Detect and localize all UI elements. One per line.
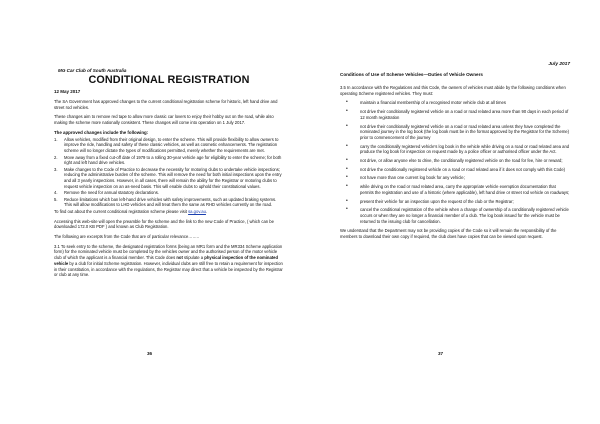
bullet-icon: • (346, 174, 348, 181)
condition-item: • not drive the conditionally registered vehicle on a road or road related area if it does not comply with this Code) (346, 165, 566, 172)
condition-item: • while driving on the road or road related area, carry the appropriate vehicle exemption documentation that permits the registration and use of a historic (where applicable), left hand drive or street rod vehicle on roadways; (346, 183, 570, 195)
conditions-heading: Conditions of Use of Scheme Vehicles—Duties of Vehicle Owners (340, 72, 483, 77)
clause-3-1: 3.1 To seek entry to the scheme, the designated registration forms (being an MR1 form and the MR334 Scheme application form) for the nominated vehicle must be completed by the vehicles owner and the authorised person of the motor vehicle club of which the applicant is a financial member. This Code does not stipulate a physical inspection of the nominated vehicle by a club for initial Scheme registration. However, individual clubs are still free to retain a requirement for inspection in their constitution, in accordance with the regulations, the Registrar may direct that a vehicle be inspected by the Registrar or club at any time. (54, 243, 283, 278)
change-item: 2. Move away from a fixed cut-off date of 1979 to a rolling 30-year vehicle age for eligibility to enter the scheme; for both right and left hand drive vehicles. (54, 154, 282, 166)
page-number-left: 36 (147, 351, 153, 356)
change-item: 5. Reduce limitations which ban left-hand drive vehicles with safety improvements, such as updated braking systems. This will allow modifications to LHD vehicles and will treat them the same as RHD vehicles currently on the road. (54, 196, 277, 208)
conditions-list (340, 100, 570, 224)
bullet-icon: • (346, 206, 348, 213)
bullet-icon: • (346, 165, 348, 172)
bullet-icon: • (346, 108, 348, 115)
page-title: CONDITIONAL REGISTRATION (88, 74, 250, 86)
condition-item: • cancel the conditional registration of the vehicle when a change of ownership of a conditionally registered vehicle occurs or when they are no longer a financial member of a club. The log book issued for the vehicle must be returned to the issuing club for cancellation. (346, 206, 569, 224)
changes-heading: The approved changes include the following: (54, 129, 149, 135)
bullet-icon: • (346, 99, 348, 106)
bullet-icon: • (346, 197, 348, 204)
sa-gov-link[interactable]: sa.gov.au (188, 208, 206, 214)
right-page (300, 0, 600, 424)
bullet-icon: • (346, 183, 348, 190)
accessing-paragraph: Accessing this web-site will open the preamble for the scheme and the link to the new Code of Practice, ( which can be downloaded 172.0 KB PDF ) and known as Club Registration. (54, 218, 274, 230)
excerpts-paragraph: The following are excerpts from the Code that are of particular relevance…….. (54, 234, 200, 240)
condition-item: • present their vehicle for an inspection upon the request of the club or the Registrar; (346, 197, 514, 204)
condition-item: • maintain a financial membership of a recognised motor vehicle club at all times (346, 99, 506, 106)
closing-paragraph: We understand that the Department may not be providing copies of the Code so it will remain the responsibility of the members to download their own copy if required, the club does have copies that can be viewed upon request. (340, 228, 557, 240)
condition-item: • not drive, or allow anyone else to drive, the conditionally registered vehicle on the road for fee, hire or reward; (346, 157, 563, 164)
bullet-icon: • (346, 122, 348, 129)
find-out-paragraph: To find out about the current conditional registration scheme please visit sa.gov.au. (54, 208, 208, 214)
bullet-icon: • (346, 142, 348, 149)
intro-paragraph-2: These changes aim to remove red tape to allow more classic car lovers to enjoy their hobby out on the road, while also making the scheme more nationally consistent. These changes will come into operation on 1 July 2017. (54, 114, 274, 126)
article-date: 12 May 2017 (54, 89, 81, 94)
changes-list (54, 137, 284, 208)
issue-month: July 2017 (548, 62, 570, 67)
intro-paragraph-1: The SA Government has approved changes to the current conditional registration scheme for historic, left hand drive and street rod vehicles. (54, 99, 278, 110)
club-name: MG Car Club of South Australia (58, 68, 127, 73)
condition-item: • not drive their conditionally registered vehicle on a road or road related area unless they have completed the nominated journey in the log book (the log book must be in the format approved by the Registrar for the Scheme) prior to commencement of the journey (346, 122, 570, 140)
change-item: 1. Allow vehicles, modified from their original design, to enter the scheme. This will provide flexibility to allow owners to improve the ride, handling and safety of these classic vehicles, as well as cosmetic enhancements. The registration scheme will no longer dictate the types of modifications permitted, merely whether the requirements are met. (54, 136, 279, 153)
condition-item: • not have more than one current log book for any vehicle; (346, 174, 465, 181)
condition-item: • carry the conditionally registered vehicle's log book in the vehicle while driving on a road or road related area and produce the log book for inspection on request made by a police officer or authorised officer under the Act. (346, 142, 570, 155)
conditions-intro: 3.5 In accordance with the Regulations and this Code, the owners of vehicles must abide by the following conditions when operating Scheme registered vehicles. They must: (340, 85, 566, 96)
change-item: 4. Remove the need for annual statutory declarations. (54, 190, 159, 196)
bullet-icon: • (346, 157, 348, 164)
condition-item: • not drive their conditionally registered vehicle on a road or road related area more than 90 days in each period of 12 month registration (346, 108, 569, 120)
change-item: 3. Make changes to the Code of Practice to decrease the necessity for motoring clubs to undertake vehicle inspections; reducing the administrative burden of the scheme. This will remove the need for both initial inspections upon the entry and all 3 yearly inspections. However, in all cases, there will remain the ability for the Registrar or motoring clubs to request vehicle inspection on an as-need basis. This will enable clubs to uphold their constitutional values. (54, 166, 282, 189)
page-number-right: 37 (438, 351, 444, 356)
